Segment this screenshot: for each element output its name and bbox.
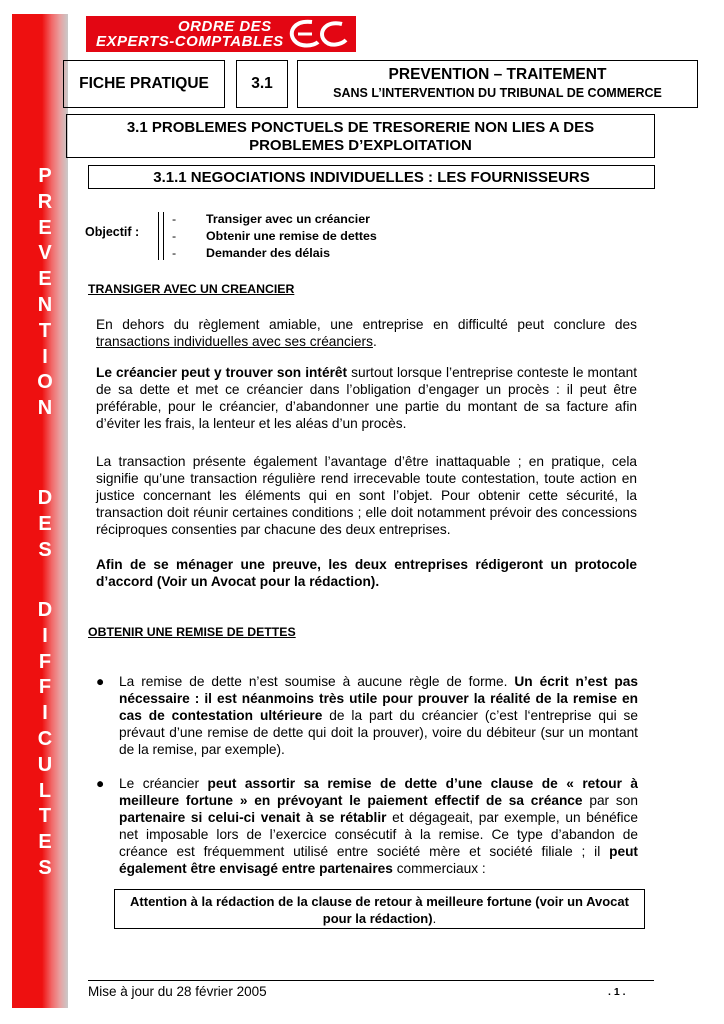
fiche-title: PREVENTION – TRAITEMENT: [388, 66, 607, 83]
footer-rule: [88, 980, 654, 981]
sidebar-letter: V: [38, 242, 52, 265]
heading-remise: OBTENIR UNE REMISE DE DETTES: [88, 625, 296, 639]
sidebar-letter: S: [38, 856, 52, 879]
bullet-dot-icon: ●: [96, 674, 105, 689]
sidebar-band: [12, 14, 68, 1008]
fiche-number-cell: [236, 60, 288, 108]
sidebar-letter: N: [37, 293, 53, 316]
sidebar-letter: I: [42, 702, 48, 725]
section-line1: 3.1 PROBLEMES PONCTUELS DE TRESORERIE NON LIES A DES: [126, 119, 595, 136]
objectif-item: - Transiger avec un créancier: [172, 212, 370, 226]
attention-text: Attention à la rédaction de la clause de retour à meilleure fortune (voir un Avocat pour la rédaction): [130, 894, 629, 926]
transiger-paragraph-1: En dehors du règlement amiable, une entreprise en difficulté peut conclure des transactions individuelles avec ses créanciers.: [96, 317, 637, 349]
sidebar-letter: T: [38, 319, 52, 342]
fiche-title-cell: [297, 60, 698, 108]
section-line2: PROBLEMES D’EXPLOITATION: [249, 137, 472, 154]
sidebar-word-prevention: [24, 164, 66, 422]
objectif-bracket: [158, 212, 164, 260]
sidebar-letter: E: [38, 216, 52, 239]
objectif-label: Objectif :: [85, 225, 140, 239]
remise-bullet-2: ● Le créancier peut assortir sa remise de dette d’une clause de « retour à meilleure fortune » en prévoyant le paiement effectif de sa créance par son partenaire si celui-ci venait à se rétablir et dégageait, par exemple, un bénéfice net imposable lors de l’exercice consécutif à la remise. Ce type d’abandon de créance est fréquemment utilisé entre société mère et société filiale ; il peut également être envisagé entre partenaires commerciaux :: [96, 776, 639, 876]
sidebar-letter: D: [37, 487, 53, 509]
objectif-item: - Obtenir une remise de dettes: [172, 229, 377, 243]
footer-update: Mise à jour du 28 février 2005: [88, 984, 267, 999]
sidebar-letter: E: [38, 268, 52, 291]
heading-transiger: TRANSIGER AVEC UN CREANCIER: [88, 282, 295, 296]
sidebar-letter: T: [38, 805, 52, 828]
sidebar-letter: S: [38, 538, 52, 561]
subsection-box: [88, 165, 655, 189]
sidebar-letter: I: [42, 345, 48, 368]
transiger-paragraph-2: Le créancier peut y trouver son intérêt surtout lorsque l’entreprise conteste le montant de sa dette et met ce créancier dans l’obligation d’engager un procès : il peut être préférable, pour le créancier, d’abandonner une partie du montant de sa facture afin d’éviter les frais, la lenteur et les aléas d’un procès.: [96, 365, 638, 431]
logo-ec-emblem-icon: [284, 18, 350, 50]
sidebar-letter: O: [37, 371, 53, 394]
sidebar-letter: U: [37, 753, 53, 776]
sidebar-letter: N: [37, 397, 53, 420]
sidebar-letter: F: [38, 676, 52, 699]
oec-logo: [86, 16, 356, 52]
remise-bullet-1: ● La remise de dette n’est soumise à aucune règle de forme. Un écrit n’est pas nécessaire : il est néanmoins très utile pour prouver la réalité de la remise en cas de contestation ultérieure de la part du créancier (c’est l‘entreprise qui se prévaut d’une remise de dette qui doit la prouver), voire du débiteur (sur un montant de la remise, par exemple).: [96, 674, 639, 757]
fiche-label: FICHE PRATIQUE: [79, 75, 209, 92]
section-box: [66, 114, 655, 158]
sidebar-letter: E: [38, 831, 52, 854]
objectif-list: [172, 211, 377, 262]
sidebar-letter: I: [42, 624, 48, 647]
bullet-dot-icon: ●: [96, 776, 105, 791]
transiger-paragraph-4: Afin de se ménager une preuve, les deux entreprises rédigeront un protocole d’accord (Voir un Avocat pour la rédaction).: [96, 557, 637, 589]
fiche-number: 3.1: [251, 75, 273, 92]
footer-page-number: . 1 .: [608, 986, 626, 998]
objectif-item: - Demander des délais: [172, 246, 330, 260]
sidebar-letter: F: [38, 650, 52, 673]
sidebar-letter: L: [38, 779, 52, 802]
sidebar-letter: E: [38, 512, 52, 535]
sidebar-word-des: [24, 486, 66, 563]
logo-line1: ORDRE DES: [178, 18, 272, 35]
logo-line2: EXPERTS-COMPTABLES: [96, 33, 284, 50]
fiche-pratique-cell: [63, 60, 225, 108]
subsection-title: 3.1.1 NEGOCIATIONS INDIVIDUELLES : LES FOURNISSEURS: [153, 169, 590, 186]
sidebar-letter: D: [37, 599, 53, 621]
sidebar-letter: P: [38, 165, 52, 187]
fiche-subtitle: SANS L’INTERVENTION DU TRIBUNAL DE COMMERCE: [333, 86, 662, 100]
transiger-paragraph-3: La transaction présente également l’avantage d’être inattaquable ; en pratique, cela signifie qu’une transaction régulière rend irrecevable toute contestation, toute action en justice concernant les éléments qui en sont l’objet. Pour obtenir cette sécurité, la transaction doit réunir certaines conditions ; elle doit notamment prévoir des concessions réciproques consenties par chacune des deux entreprises.: [96, 454, 637, 537]
attention-box: Attention à la rédaction de la clause de retour à meilleure fortune (voir un Avocat pour la rédaction).: [114, 889, 645, 929]
sidebar-letter: C: [37, 727, 53, 750]
sidebar-letter: R: [37, 190, 53, 213]
sidebar-word-difficultes: [24, 598, 66, 882]
